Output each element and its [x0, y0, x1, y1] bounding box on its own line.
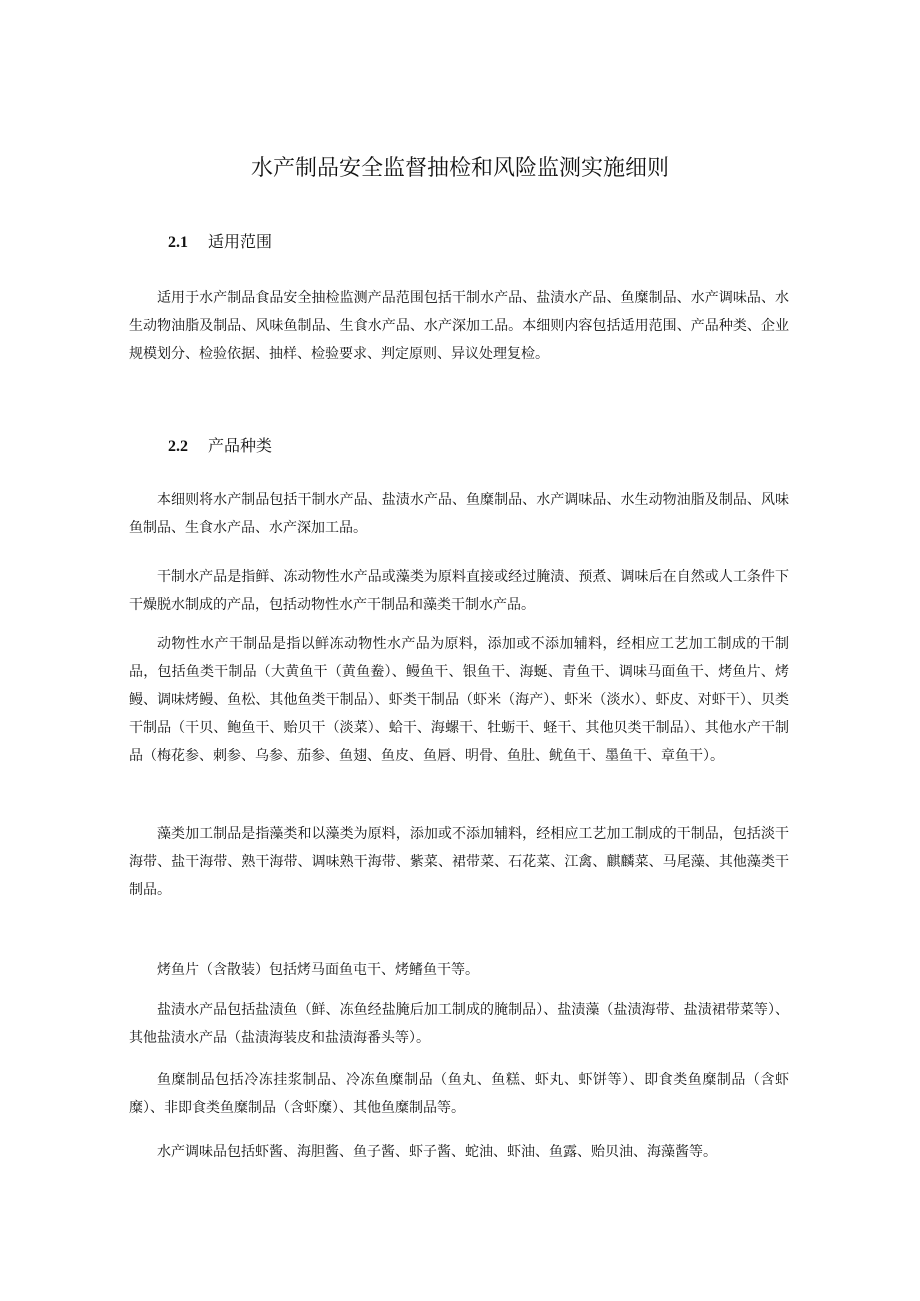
paragraph-dried-aquatic-products: 干制水产品是指鲜、冻动物性水产品或藻类为原料直接或经过腌渍、预煮、调味后在自然或人工条件下干燥脱水制成的产品，包括动物性水产干制品和藻类干制水产品。 — [129, 569, 789, 613]
document-title: 水产制品安全监督抽检和风险监测实施细则 — [250, 156, 669, 181]
section-number: 2.2 — [168, 438, 188, 455]
paragraph-seasonings: 水产调味品包括虾酱、海胆酱、鱼子酱、虾子酱、蛇油、虾油、鱼露、贻贝油、海藻酱等。 — [157, 1144, 717, 1160]
paragraph-product-categories: 本细则将水产制品包括干制水产品、盐渍水产品、鱼糜制品、水产调味品、水生动物油脂及制品、风味鱼制品、生食水产品、水产深加工品。 — [129, 492, 789, 536]
paragraph-animal-dried-products: 动物性水产干制品是指以鲜冻动物性水产品为原料，添加或不添加辅料，经相应工艺加工制成的干制品，包括鱼类干制品（大黄鱼干（黄鱼鲞）、鳗鱼干、银鱼干、海蜒、青鱼干、调味马面鱼干、烤鱼片、烤鳗、调味烤鳗、鱼松、其他鱼类干制品）、虾类干制品（虾米（海产）、虾米（淡水）、虾皮、对虾干）、贝类干制品（干贝、鲍鱼干、贻贝干（淡菜）、蛤干、海螺干、牡蛎干、蛏干、其他贝类干制品）、其他水产干制品（梅花参、刺参、乌参、茄参、鱼翅、鱼皮、鱼唇、明骨、鱼肚、鱿鱼干、墨鱼干、章鱼干）。 — [129, 636, 789, 764]
paragraph-scope: 适用于水产制品食品安全抽检监测产品范围包括干制水产品、盐渍水产品、鱼糜制品、水产调味品、水生动物油脂及制品、风味鱼制品、生食水产品、水产深加工品。本细则内容包括适用范围、产品种类、企业规模划分、检验依据、抽样、检验要求、判定原则、异议处理复检。 — [129, 290, 789, 362]
section-heading-text: 适用范围 — [208, 232, 273, 251]
paragraph-grilled-fish-slices: 烤鱼片（含散装）包括烤马面鱼屯干、烤鳍鱼干等。 — [157, 962, 479, 978]
paragraph-algae-products: 藻类加工制品是指藻类和以藻类为原料，添加或不添加辅料，经相应工艺加工制成的干制品，包括淡干海带、盐干海带、熟干海带、调味熟干海带、紫菜、裙带菜、石花菜、江禽、麒麟菜、马尾藻、其他藻类干制品。 — [129, 826, 789, 898]
section-heading-text: 产品种类 — [208, 436, 273, 455]
section-heading-2-2 — [168, 434, 272, 459]
section-number: 2.1 — [168, 234, 188, 251]
section-heading-2-1 — [168, 230, 272, 255]
paragraph-salted-products: 盐渍水产品包括盐渍鱼（鲜、冻鱼经盐腌后加工制成的腌制品）、盐渍藻（盐渍海带、盐渍裙带菜等）、其他盐渍水产品（盐渍海装皮和盐渍海番头等）。 — [129, 1002, 789, 1046]
paragraph-surimi-products: 鱼糜制品包括冷冻挂浆制品、冷冻鱼糜制品（鱼丸、鱼糕、虾丸、虾饼等）、即食类鱼糜制品（含虾糜）、非即食类鱼糜制品（含虾糜）、其他鱼糜制品等。 — [129, 1072, 789, 1116]
